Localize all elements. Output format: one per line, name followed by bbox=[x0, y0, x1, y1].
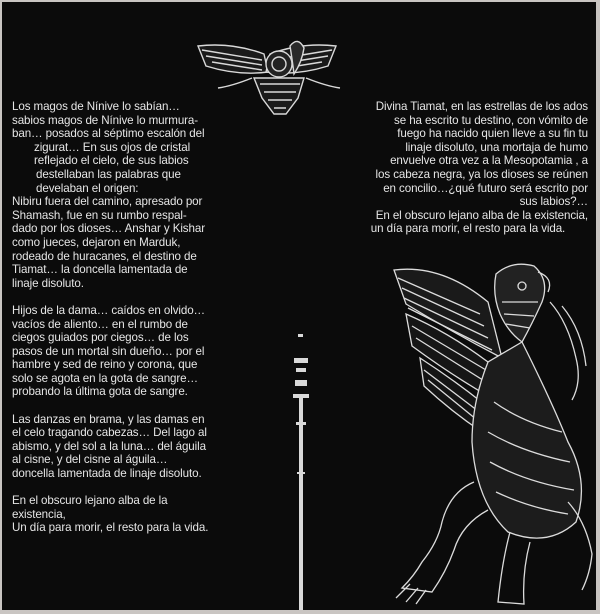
text-line: En el obscuro lejano alba de la existencia, bbox=[375, 208, 588, 222]
text-line: se ha escrito tu destino, con vómito de bbox=[394, 113, 588, 127]
text-line: ban… posados al séptimo escalón del bbox=[12, 127, 205, 141]
ceremonial-staff bbox=[293, 334, 309, 610]
text-line: solo se agota en la gota de sangre… bbox=[12, 371, 198, 385]
text-line: vacíos de aliento… en el rumbo de bbox=[12, 317, 188, 331]
text-line: Divina Tiamat, en las estrellas de los ados bbox=[375, 100, 588, 113]
left-paragraph-2 bbox=[12, 304, 244, 399]
text-line: envuelve otra vez a la Mesopotamia , a bbox=[390, 154, 588, 168]
left-paragraph-1 bbox=[12, 100, 244, 290]
text-line: develaban el origen: bbox=[36, 181, 139, 195]
text-line: doncella lamentada de linaje disoluto. bbox=[12, 467, 202, 481]
right-paragraph-1 bbox=[348, 100, 588, 209]
text-line: Hijos de la dama… caídos en olvido… bbox=[12, 303, 206, 317]
text-line: zigurat… En sus ojos de cristal bbox=[34, 140, 191, 154]
text-line: hambre y sed de reino y corona, que bbox=[12, 358, 198, 372]
text-line: linaje disoluto. bbox=[12, 276, 84, 290]
text-line: ciegos guiados por ciegos… de los bbox=[12, 331, 189, 345]
right-text-column bbox=[348, 100, 588, 236]
text-line: linaje disoluto, una mortaja de humo bbox=[405, 140, 588, 154]
text-line: sus labios?… bbox=[519, 195, 588, 209]
left-text-column bbox=[12, 100, 244, 549]
text-line: Nibiru fuera del camino, apresado por bbox=[12, 195, 203, 209]
booklet-page bbox=[2, 2, 596, 610]
text-line: al cisne, y del cisne al águila… bbox=[12, 453, 168, 467]
text-line: destellaban las palabras que bbox=[36, 167, 181, 181]
winged-griffin bbox=[394, 264, 592, 604]
text-line: en concilio…¿qué futuro será escrito por bbox=[383, 181, 588, 195]
text-line: Tiamat… la doncella lamentada de bbox=[12, 263, 188, 277]
text-line: En el obscuro lejano alba de la bbox=[12, 494, 168, 508]
right-paragraph-2 bbox=[348, 209, 588, 236]
text-line: dado por los dioses… Anshar y Kishar bbox=[12, 222, 205, 236]
text-line: rodeado de huracanes, el destino de bbox=[12, 249, 197, 263]
left-paragraph-4 bbox=[12, 494, 244, 535]
text-line: abismo, y del sol a la luna… del águila bbox=[12, 439, 206, 453]
text-line: reflejado el cielo, de sus labios bbox=[34, 154, 189, 168]
text-line: probando la última gota de sangre. bbox=[12, 385, 188, 399]
text-line: el celo tragando cabezas… Del lago al bbox=[12, 426, 207, 440]
text-line: un día para morir, el resto para la vida. bbox=[370, 222, 566, 236]
text-line: pasos de un mortal sin dueño… por el bbox=[12, 344, 205, 358]
text-line: sabios magos de Nínive lo murmura- bbox=[12, 113, 199, 127]
text-line: los cabeza negra, ya los dioses se reúnen bbox=[375, 167, 588, 181]
text-line: como jueces, dejaron en Marduk, bbox=[12, 235, 181, 249]
text-line: existencia, bbox=[12, 507, 66, 521]
text-line: fuego ha nacido quien lleve a su fin tu bbox=[397, 127, 588, 141]
text-line: Los magos de Nínive lo sabían… bbox=[12, 100, 180, 113]
text-line: Shamash, fue en su rumbo respal- bbox=[12, 208, 187, 222]
left-paragraph-3 bbox=[12, 413, 244, 481]
text-line: Las danzas en brama, y las damas en bbox=[12, 412, 205, 426]
text-line: Un día para morir, el resto para la vida. bbox=[12, 521, 209, 535]
